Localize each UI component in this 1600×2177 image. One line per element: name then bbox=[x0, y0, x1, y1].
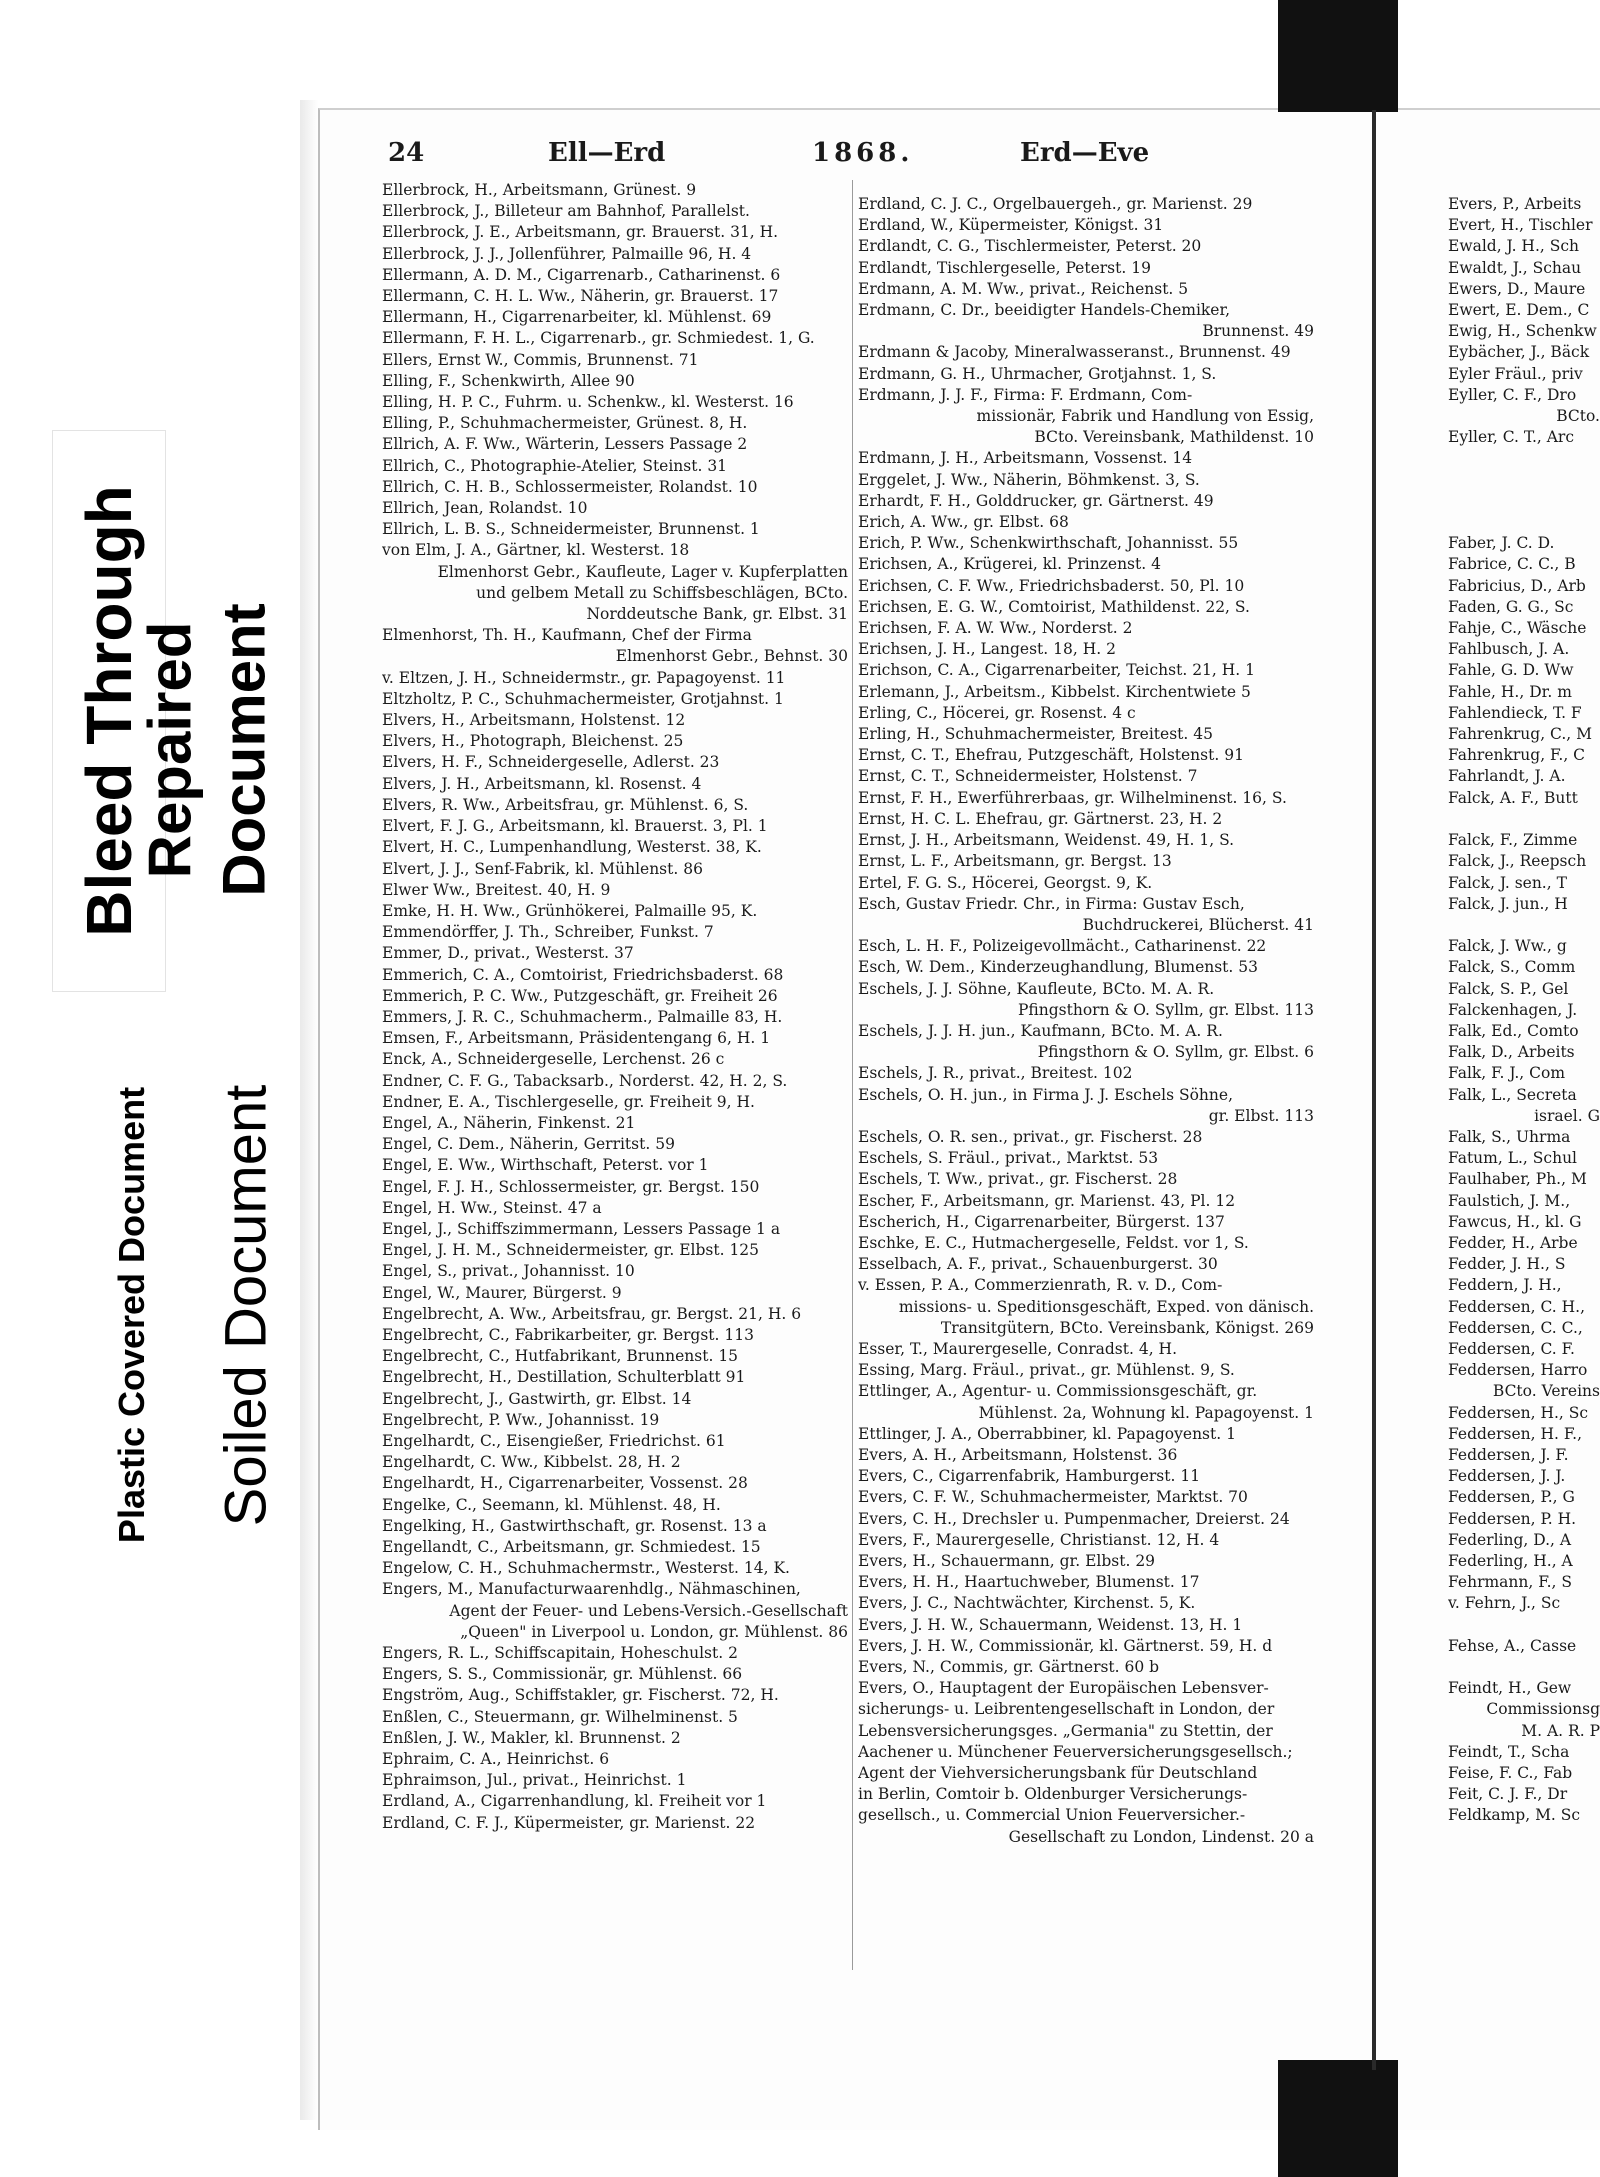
directory-entry-line: Ellerbrock, J. J., Jollenführer, Palmaille 96, H. 4 bbox=[382, 244, 752, 263]
directory-entry-line: Evers, J. H. W., Commissionär, kl. Gärtnerst. 59, H. d bbox=[858, 1636, 1273, 1655]
directory-column-middle bbox=[858, 194, 1314, 1848]
directory-entry-line: Engelhardt, C. Ww., Kibbelst. 28, H. 2 bbox=[382, 1453, 681, 1472]
directory-entry-line: Ephraim, C. A., Heinrichst. 6 bbox=[382, 1750, 610, 1769]
directory-entry-line: Ernst, C. T., Ehefrau, Putzgeschäft, Holstenst. 91 bbox=[858, 746, 1244, 765]
directory-entry-line: von Elm, J. A., Gärtner, kl. Westerst. 18 bbox=[382, 541, 690, 560]
directory-entry-line: Fedder, J. H., S bbox=[1448, 1255, 1566, 1274]
directory-entry-line: Feindt, H., Gew bbox=[1448, 1679, 1572, 1698]
directory-entry-line: Pfingsthorn & O. Syllm, gr. Elbst. 113 bbox=[1017, 1000, 1314, 1019]
directory-entry-line: Engström, Aug., Schiffstakler, gr. Fischerst. 72, H. bbox=[382, 1686, 779, 1705]
directory-entry-line: israel. G bbox=[1534, 1106, 1600, 1125]
directory-entry-line: Falck, J. sen., T bbox=[1448, 873, 1567, 892]
directory-entry-line: Gesellschaft zu London, Lindenst. 20 a bbox=[1008, 1827, 1314, 1846]
page-number: 24 bbox=[388, 138, 425, 168]
directory-entry-line: Engelhardt, C., Eisengießer, Friedrichst. 61 bbox=[382, 1431, 726, 1450]
directory-entry-line: Engelbrecht, A. Ww., Arbeitsfrau, gr. Bergst. 21, H. 6 bbox=[382, 1304, 802, 1323]
directory-entry-line: Ertel, F. G. S., Höcerei, Georgst. 9, K. bbox=[858, 873, 1153, 892]
directory-entry-line bbox=[1448, 512, 1600, 533]
directory-entry-line: Fedder, H., Arbe bbox=[1448, 1233, 1578, 1252]
directory-entry-line: Ettlinger, A., Agentur- u. Commissionsgeschäft, gr. bbox=[858, 1382, 1258, 1401]
directory-entry-line: Ewert, E. Dem., C bbox=[1448, 301, 1590, 320]
directory-entry-line: Feddersen, C. F. bbox=[1448, 1339, 1575, 1358]
directory-entry-line: Ettlinger, J. A., Oberrabbiner, kl. Papagoyenst. 1 bbox=[858, 1424, 1236, 1443]
directory-entry-line: Fehse, A., Casse bbox=[1448, 1636, 1577, 1655]
directory-entry-line: Feddersen, J. F. bbox=[1448, 1445, 1569, 1464]
directory-entry-line: Erdmann, A. M. Ww., privat., Reichenst. 5 bbox=[858, 279, 1189, 298]
directory-entry-line: Falk, Ed., Comto bbox=[1448, 1021, 1579, 1040]
directory-entry-line: Falk, L., Secreta bbox=[1448, 1085, 1577, 1104]
directory-entry-line: Feindt, T., Scha bbox=[1448, 1742, 1570, 1761]
directory-entry-line: Erdland, C. F. J., Küpermeister, gr. Marienst. 22 bbox=[382, 1813, 756, 1832]
directory-entry-line: Ellermann, F. H. L., Cigarrenarb., gr. Schmiedest. 1, G. bbox=[382, 329, 815, 348]
directory-entry-line: Erichsen, E. G. W., Comtoirist, Mathildenst. 22, S. bbox=[858, 597, 1250, 616]
directory-entry-line: Engel, S., privat., Johannisst. 10 bbox=[382, 1262, 635, 1281]
directory-entry-line: Faulhaber, Ph., M bbox=[1448, 1170, 1587, 1189]
directory-entry-line: Ernst, J. H., Arbeitsmann, Weidenst. 49, H. 1, S. bbox=[858, 831, 1235, 850]
directory-entry-line: Endner, E. A., Tischlergeselle, gr. Freiheit 9, H. bbox=[382, 1092, 755, 1111]
directory-entry-line: Feddersen, H. F., bbox=[1448, 1424, 1583, 1443]
year-heading: 1868. bbox=[812, 138, 914, 168]
directory-entry-line: Eschels, T. Ww., privat., gr. Fischerst. 28 bbox=[858, 1170, 1178, 1189]
directory-entry-line: Engel, F. J. H., Schlossermeister, gr. Bergst. 150 bbox=[382, 1177, 760, 1196]
directory-entry-line: Evers, C., Cigarrenfabrik, Hamburgerst. 11 bbox=[858, 1467, 1201, 1486]
directory-entry-line: Commissionsg bbox=[1486, 1700, 1600, 1719]
scanner-bar-bottom bbox=[1278, 2060, 1398, 2177]
directory-entry-line: Feise, F. C., Fab bbox=[1448, 1764, 1573, 1783]
directory-entry-line: Mühlenst. 2a, Wohnung kl. Papagoyenst. 1 bbox=[978, 1403, 1314, 1422]
directory-entry-line: Evers, C. F. W., Schuhmachermeister, Marktst. 70 bbox=[858, 1488, 1248, 1507]
directory-entry-line: Evers, O., Hauptagent der Europäischen Lebensver- bbox=[858, 1679, 1269, 1698]
directory-entry-line: Fahlendieck, T. F bbox=[1448, 703, 1582, 722]
directory-entry-line: Enßlen, J. W., Makler, kl. Brunnenst. 2 bbox=[382, 1728, 681, 1747]
directory-entry-line: v. Fehrn, J., Sc bbox=[1448, 1594, 1561, 1613]
directory-entry-line: Ellrich, Jean, Rolandst. 10 bbox=[382, 499, 588, 518]
directory-entry-line: Ewald, J. H., Sch bbox=[1448, 237, 1580, 256]
directory-entry-line: Feddersen, P., G bbox=[1448, 1488, 1575, 1507]
directory-entry-line: gr. Elbst. 113 bbox=[1208, 1106, 1314, 1125]
directory-entry-line: Elvers, H., Photograph, Bleichenst. 25 bbox=[382, 732, 684, 751]
page-header bbox=[380, 138, 1320, 178]
directory-entry-line: Ellrich, C., Photographie-Atelier, Steinst. 31 bbox=[382, 456, 728, 475]
directory-entry-line: Evers, H., Schauermann, gr. Elbst. 29 bbox=[858, 1552, 1156, 1570]
directory-entry-line bbox=[1448, 915, 1600, 936]
directory-entry-line: Norddeutsche Bank, gr. Elbst. 31 bbox=[586, 605, 848, 624]
directory-entry-line: Engel, J. H. M., Schneidermeister, gr. Elbst. 125 bbox=[382, 1241, 760, 1260]
directory-entry-line: Erhardt, F. H., Golddrucker, gr. Gärtnerst. 49 bbox=[858, 491, 1214, 510]
directory-entry-line: Engel, E. Ww., Wirthschaft, Peterst. vor 1 bbox=[382, 1156, 709, 1175]
directory-entry-line: Falck, S. P., Gel bbox=[1448, 979, 1569, 998]
directory-entry-line: Fahje, C., Wäsche bbox=[1448, 619, 1587, 638]
directory-entry-line: Falk, F. J., Com bbox=[1448, 1064, 1566, 1083]
directory-entry-line: Escherich, H., Cigarrenarbeiter, Bürgerst. 137 bbox=[858, 1212, 1225, 1231]
directory-entry-line: Faber, J. C. D. bbox=[1448, 534, 1555, 553]
directory-entry-line: Ewaldt, J., Schau bbox=[1448, 258, 1582, 277]
directory-entry-line: Engelke, C., Seemann, kl. Mühlenst. 48, H. bbox=[382, 1495, 721, 1514]
directory-entry-line: Erdmann, G. H., Uhrmacher, Grotjahnst. 1, S. bbox=[858, 364, 1217, 383]
directory-entry-line: Feldkamp, M. Sc bbox=[1448, 1806, 1581, 1825]
directory-entry-line: Engelbrecht, C., Fabrikarbeiter, gr. Bergst. 113 bbox=[382, 1325, 754, 1344]
directory-entry-line: v. Essen, P. A., Commerzienrath, R. v. D., Com- bbox=[858, 1276, 1223, 1295]
directory-column-left bbox=[382, 180, 848, 1834]
directory-entry-line: Elling, F., Schenkwirth, Allee 90 bbox=[382, 371, 635, 390]
directory-entry-line bbox=[1448, 1657, 1600, 1678]
right-range-heading: Erd—Eve bbox=[1020, 138, 1150, 168]
directory-entry-line: Falck, J., Reepsch bbox=[1448, 852, 1587, 871]
directory-entry-line: Erling, H., Schuhmachermeister, Breitest. 45 bbox=[858, 725, 1213, 744]
directory-entry-line: Eybächer, J., Bäck bbox=[1448, 343, 1590, 362]
directory-entry-line: Ellermann, H., Cigarrenarbeiter, kl. Mühlenst. 69 bbox=[382, 308, 772, 327]
directory-entry-line: Ellerbrock, H., Arbeitsmann, Grünest. 9 bbox=[382, 181, 697, 199]
directory-entry-line bbox=[1448, 448, 1600, 469]
directory-column-right-partial bbox=[1448, 194, 1600, 1827]
directory-entry-line: Elling, P., Schuhmachermeister, Grünest. 8, H. bbox=[382, 414, 748, 433]
directory-entry-line: Emmers, J. R. C., Schuhmacherm., Palmaille 83, H. bbox=[382, 1007, 783, 1026]
directory-entry-line: Elmenhorst Gebr., Behnst. 30 bbox=[615, 647, 848, 666]
label-bleed-through-text: Bleed Through bbox=[73, 485, 145, 937]
directory-entry-line: Federling, H., A bbox=[1448, 1552, 1573, 1570]
directory-entry-line: Elvert, J. J., Senf-Fabrik, kl. Mühlenst. 86 bbox=[382, 859, 703, 878]
directory-entry-line: Ellrich, L. B. S., Schneidermeister, Brunnenst. 1 bbox=[382, 520, 760, 539]
directory-entry-line: missions- u. Speditionsgeschäft, Exped. von dänisch. bbox=[898, 1297, 1314, 1316]
directory-entry-line: Agent der Feuer- und Lebens-Versich.-Gesellschaft bbox=[449, 1601, 848, 1620]
directory-entry-line: Falck, S., Comm bbox=[1448, 958, 1576, 977]
directory-entry-line: Erich, P. Ww., Schenkwirthschaft, Johannisst. 55 bbox=[858, 534, 1239, 553]
directory-entry-line: Engelhardt, H., Cigarrenarbeiter, Vossenst. 28 bbox=[382, 1474, 748, 1493]
directory-entry-line: Eschels, S. Fräul., privat., Marktst. 53 bbox=[858, 1149, 1159, 1168]
directory-entry-line: BCto. Vereins bbox=[1492, 1382, 1600, 1401]
directory-entry-line: Feddersen, C. H., bbox=[1448, 1297, 1586, 1316]
directory-entry-line: Engelbrecht, J., Gastwirth, gr. Elbst. 14 bbox=[382, 1389, 692, 1408]
directory-entry-line: Federling, D., A bbox=[1448, 1530, 1572, 1549]
directory-entry-line bbox=[1448, 1615, 1600, 1636]
label-repaired-document bbox=[128, 540, 288, 960]
directory-entry-line: Eltzholtz, P. C., Schuhmachermeister, Grotjahnst. 1 bbox=[382, 689, 784, 708]
directory-entry-line: Fawcus, H., kl. G bbox=[1448, 1212, 1582, 1231]
directory-entry-line: Fehrmann, F., S bbox=[1448, 1573, 1572, 1592]
directory-entry-line: Evers, A. H., Arbeitsmann, Holstenst. 36 bbox=[858, 1445, 1178, 1464]
directory-entry-line: Fatum, L., Schul bbox=[1448, 1149, 1578, 1168]
directory-entry-line: Eschels, J. J. H. jun., Kaufmann, BCto. M. A. R. bbox=[858, 1021, 1223, 1040]
label-plastic-covered-text: Plastic Covered Document bbox=[111, 1086, 153, 1544]
directory-entry-line: Esselbach, A. F., privat., Schauenburgerst. 30 bbox=[858, 1255, 1218, 1274]
directory-entry-line bbox=[1448, 470, 1600, 491]
directory-entry-line: Endner, C. F. G., Tabacksarb., Norderst. 42, H. 2, S. bbox=[382, 1071, 788, 1090]
directory-entry-line: Esch, L. H. F., Polizeigevollmächt., Catharinenst. 22 bbox=[858, 937, 1267, 956]
column-divider bbox=[852, 180, 853, 1970]
directory-entry-line: Esch, Gustav Friedr. Chr., in Firma: Gustav Esch, bbox=[858, 894, 1245, 913]
directory-entry-line: Elvers, H. F., Schneidergeselle, Adlerst. 23 bbox=[382, 753, 720, 772]
directory-entry-line: Evers, J. H. W., Schauermann, Weidenst. 13, H. 1 bbox=[858, 1615, 1243, 1634]
directory-entry-line: Emmer, D., privat., Westerst. 37 bbox=[382, 944, 634, 963]
directory-entry-line: Erdland, A., Cigarrenhandlung, kl. Freiheit vor 1 bbox=[382, 1792, 767, 1811]
directory-entry-line: Erichsen, C. F. Ww., Friedrichsbaderst. 50, Pl. 10 bbox=[858, 576, 1245, 595]
book-gutter-line bbox=[1372, 110, 1376, 2070]
directory-entry-line: Ellerbrock, J. E., Arbeitsmann, gr. Brauerst. 31, H. bbox=[382, 223, 779, 242]
directory-entry-line: Engelbrecht, H., Destillation, Schulterblatt 91 bbox=[382, 1368, 746, 1387]
directory-entry-line: Eyller, C. T., Arc bbox=[1448, 428, 1575, 447]
directory-entry-line: Faulstich, J. M., bbox=[1448, 1191, 1571, 1210]
directory-entry-line: Ellers, Ernst W., Commis, Brunnenst. 71 bbox=[382, 350, 699, 369]
directory-entry-line: Feddern, J. H., bbox=[1448, 1276, 1562, 1295]
directory-entry-line: Eschels, O. H. jun., in Firma J. J. Eschels Söhne, bbox=[858, 1085, 1233, 1104]
directory-entry-line: Erichson, C. A., Cigarrenarbeiter, Teichst. 21, H. 1 bbox=[858, 661, 1255, 680]
label-repaired-document-text: Repaired Document bbox=[137, 603, 278, 897]
label-soiled-document-text: Soiled Document bbox=[213, 1084, 279, 1526]
directory-entry-line: Engel, C. Dem., Näherin, Gerritst. 59 bbox=[382, 1135, 675, 1154]
directory-entry-line: Eschels, J. J. Söhne, Kaufleute, BCto. M. A. R. bbox=[858, 979, 1215, 998]
directory-entry-line: Evers, J. C., Nachtwächter, Kirchenst. 5, K. bbox=[858, 1594, 1196, 1613]
directory-entry-line: Elling, H. P. C., Fuhrm. u. Schenkw., kl. Westerst. 16 bbox=[382, 393, 794, 412]
directory-entry-line: Erdmann, J. J. F., Firma: F. Erdmann, Com- bbox=[858, 385, 1193, 404]
directory-entry-line: Fahrenkrug, F., C bbox=[1448, 746, 1586, 765]
directory-entry-line: v. Eltzen, J. H., Schneidermstr., gr. Papagoyenst. 11 bbox=[382, 668, 786, 687]
directory-entry-line: Essing, Marg. Fräul., privat., gr. Mühlenst. 9, S. bbox=[858, 1361, 1235, 1380]
directory-entry-line: Ellermann, A. D. M., Cigarrenarb., Catharinenst. 6 bbox=[382, 265, 781, 284]
directory-entry-line: Erichsen, F. A. W. Ww., Norderst. 2 bbox=[858, 619, 1133, 638]
directory-entry-line: Evers, H. H., Haartuchweber, Blumenst. 17 bbox=[858, 1573, 1200, 1592]
directory-entry-line: Ewig, H., Schenkw bbox=[1448, 322, 1597, 341]
directory-entry-line: Ellerbrock, J., Billeteur am Bahnhof, Parallelst. bbox=[382, 202, 750, 221]
label-plastic-covered bbox=[96, 1010, 168, 1620]
directory-entry-line: Faden, G. G., Sc bbox=[1448, 597, 1574, 616]
directory-entry-line: Ernst, H. C. L. Ehefrau, gr. Gärtnerst. 23, H. 2 bbox=[858, 809, 1223, 828]
directory-entry-line: Erdland, W., Küpermeister, Königst. 31 bbox=[858, 216, 1164, 235]
directory-entry-line: Engelbrecht, C., Hutfabrikant, Brunnenst. 15 bbox=[382, 1347, 739, 1366]
directory-entry-line: Engellandt, C., Arbeitsmann, gr. Schmiedest. 15 bbox=[382, 1538, 761, 1556]
directory-entry-line: Elmenhorst, Th. H., Kaufmann, Chef der Firma bbox=[382, 626, 752, 645]
directory-entry-line: Evert, H., Tischler bbox=[1448, 216, 1593, 235]
directory-entry-line: Engelbrecht, P. Ww., Johannisst. 19 bbox=[382, 1410, 660, 1429]
directory-entry-line: Eschels, J. R., privat., Breitest. 102 bbox=[858, 1064, 1133, 1083]
directory-entry-line bbox=[1448, 491, 1600, 512]
directory-entry-line: Erggelet, J. Ww., Näherin, Böhmkenst. 3, S. bbox=[858, 470, 1200, 489]
directory-entry-line: Transitgütern, BCto. Vereinsbank, Königst. 269 bbox=[940, 1318, 1314, 1337]
directory-entry-line: Lebensversicherungsges. „Germania" zu Stettin, der bbox=[858, 1721, 1273, 1740]
directory-entry-line: Evers, C. H., Drechsler u. Pumpenmacher, Dreierst. 24 bbox=[858, 1509, 1290, 1528]
directory-entry-line: Falk, D., Arbeits bbox=[1448, 1043, 1575, 1062]
directory-entry-line: Aachener u. Münchener Feuerversicherungsgesellsch.; bbox=[858, 1742, 1293, 1761]
directory-entry-line: BCto. Vereinsbank, Mathildenst. 10 bbox=[1034, 428, 1314, 447]
directory-entry-line: Emmendörffer, J. Th., Schreiber, Funkst. 7 bbox=[382, 923, 714, 942]
directory-entry-line: in Berlin, Comtoir b. Oldenburger Versicherungs- bbox=[858, 1785, 1248, 1804]
directory-entry-line: Eschke, E. C., Hutmachergeselle, Feldst. vor 1, S. bbox=[858, 1233, 1249, 1252]
directory-entry-line: Erling, C., Höcerei, gr. Rosenst. 4 c bbox=[858, 703, 1136, 722]
directory-entry-line: Buchdruckerei, Blücherst. 41 bbox=[1082, 915, 1314, 934]
directory-entry-line: Ephraimson, Jul., privat., Heinrichst. 1 bbox=[382, 1771, 687, 1790]
directory-entry-line: Ellrich, C. H. B., Schlossermeister, Rolandst. 10 bbox=[382, 477, 758, 496]
directory-entry-line: Ewers, D., Maure bbox=[1448, 279, 1586, 298]
directory-entry-line: Erdlandt, C. G., Tischlermeister, Peterst. 20 bbox=[858, 237, 1202, 256]
directory-entry-line: Elvers, R. Ww., Arbeitsfrau, gr. Mühlenst. 6, S. bbox=[382, 795, 749, 814]
directory-entry-line: Fabricius, D., Arb bbox=[1448, 576, 1586, 595]
directory-entry-line: Feit, C. J. F., Dr bbox=[1448, 1785, 1568, 1804]
directory-entry-line: Feddersen, C. C., bbox=[1448, 1318, 1583, 1337]
directory-entry-line: Falck, A. F., Butt bbox=[1448, 788, 1578, 807]
directory-entry-line: Falck, F., Zimme bbox=[1448, 831, 1578, 850]
directory-entry-line: sicherungs- u. Leibrentengesellschaft in London, der bbox=[858, 1700, 1275, 1719]
directory-entry-line: Engel, J., Schiffszimmermann, Lessers Passage 1 a bbox=[382, 1219, 781, 1238]
left-range-heading: Ell—Erd bbox=[548, 138, 666, 168]
directory-entry-line: Elvers, H., Arbeitsmann, Holstenst. 12 bbox=[382, 711, 686, 730]
directory-entry-line: Emsen, F., Arbeitsmann, Präsidentengang 6, H. 1 bbox=[382, 1029, 771, 1048]
directory-entry-line: Erlemann, J., Arbeitsm., Kibbelst. Kirchentwiete 5 bbox=[858, 682, 1251, 701]
directory-entry-line: Feddersen, P. H. bbox=[1448, 1509, 1577, 1528]
directory-entry-line: Erichsen, A., Krügerei, kl. Prinzenst. 4 bbox=[858, 555, 1161, 574]
directory-entry-line: Elvers, J. H., Arbeitsmann, kl. Rosenst. 4 bbox=[382, 774, 702, 793]
directory-entry-line: Emke, H. H. Ww., Grünhökerei, Palmaille 95, K. bbox=[382, 901, 758, 920]
directory-entry-line: Elwer Ww., Breitest. 40, H. 9 bbox=[382, 880, 611, 899]
directory-entry-line: Engelow, C. H., Schuhmachermstr., Westerst. 14, K. bbox=[382, 1559, 790, 1578]
directory-entry-line: Falck, J. Ww., g bbox=[1448, 937, 1567, 956]
directory-entry-line: Falk, S., Uhrma bbox=[1448, 1127, 1571, 1146]
directory-entry-line: „Queen" in Liverpool u. London, gr. Mühlenst. 86 bbox=[460, 1622, 848, 1641]
directory-entry-line: Elvert, F. J. G., Arbeitsmann, kl. Brauerst. 3, Pl. 1 bbox=[382, 817, 768, 836]
directory-entry-line: Fahlbusch, J. A. bbox=[1448, 640, 1570, 659]
directory-entry-line: Erdmann & Jacoby, Mineralwasseranst., Brunnenst. 49 bbox=[858, 343, 1291, 362]
directory-entry-line: Ernst, F. H., Ewerführerbaas, gr. Wilhelminenst. 16, S. bbox=[858, 788, 1287, 807]
directory-entry-line: Feddersen, Harro bbox=[1448, 1361, 1588, 1380]
directory-entry-line: Erdland, C. J. C., Orgelbauergeh., gr. Marienst. 29 bbox=[858, 195, 1253, 213]
directory-entry-line: Feddersen, J. J. bbox=[1448, 1467, 1566, 1486]
directory-entry-line: Eyller, C. F., Dro bbox=[1448, 385, 1577, 404]
directory-entry-line: Evers, P., Arbeits bbox=[1448, 195, 1582, 213]
scanner-bar-top bbox=[1278, 0, 1398, 112]
directory-entry-line: Esch, W. Dem., Kinderzeughandlung, Blumenst. 53 bbox=[858, 958, 1258, 977]
directory-entry-line: Engel, A., Näherin, Finkenst. 21 bbox=[382, 1113, 636, 1132]
directory-entry-line: Brunnenst. 49 bbox=[1202, 322, 1314, 341]
directory-entry-line: Emmerich, C. A., Comtoirist, Friedrichsbaderst. 68 bbox=[382, 965, 784, 984]
directory-entry-line: Engel, W., Maurer, Bürgerst. 9 bbox=[382, 1283, 622, 1302]
directory-entry-line: Falckenhagen, J. bbox=[1448, 1000, 1578, 1019]
directory-entry-line: Emmerich, P. C. Ww., Putzgeschäft, gr. Freiheit 26 bbox=[382, 986, 778, 1005]
directory-entry-line: Falck, J. jun., H bbox=[1448, 894, 1568, 913]
directory-entry-line: Fahrenkrug, C., M bbox=[1448, 725, 1593, 744]
directory-entry-line: missionär, Fabrik und Handlung von Essig, bbox=[976, 407, 1314, 426]
directory-entry-line: Engelking, H., Gastwirthschaft, gr. Rosenst. 13 a bbox=[382, 1516, 767, 1535]
directory-entry-line: Engel, H. Ww., Steinst. 47 a bbox=[382, 1198, 602, 1217]
directory-entry-line: Erich, A. Ww., gr. Elbst. 68 bbox=[858, 513, 1069, 532]
directory-entry-line: Ellrich, A. F. Ww., Wärterin, Lessers Passage 2 bbox=[382, 435, 748, 454]
directory-entry-line: Engers, M., Manufacturwaarenhdlg., Nähmaschinen, bbox=[382, 1580, 801, 1599]
directory-entry-line: Evers, N., Commis, gr. Gärtnerst. 60 b bbox=[858, 1658, 1160, 1677]
directory-entry-line bbox=[1448, 809, 1600, 830]
directory-entry-line: Evers, F., Maurergeselle, Christianst. 12, H. 4 bbox=[858, 1530, 1220, 1549]
directory-entry-line: Agent der Viehversicherungsbank für Deutschland bbox=[858, 1764, 1258, 1783]
directory-entry-line: Escher, F., Arbeitsmann, gr. Marienst. 43, Pl. 12 bbox=[858, 1191, 1236, 1210]
directory-entry-line: Engers, R. L., Schiffscapitain, Hoheschulst. 2 bbox=[382, 1644, 738, 1663]
directory-entry-line: und gelbem Metall zu Schiffsbeschlägen, BCto. bbox=[476, 583, 848, 602]
directory-entry-line: Enßlen, C., Steuermann, gr. Wilhelminenst. 5 bbox=[382, 1707, 738, 1726]
directory-entry-line: M. A. R. P bbox=[1521, 1721, 1600, 1740]
directory-entry-line: Erdlandt, Tischlergeselle, Peterst. 19 bbox=[858, 258, 1151, 277]
directory-entry-line: Erichsen, J. H., Langest. 18, H. 2 bbox=[858, 640, 1116, 659]
directory-entry-line: Esser, T., Maurergeselle, Conradst. 4, H. bbox=[858, 1339, 1177, 1358]
label-soiled-document bbox=[196, 1010, 296, 1600]
directory-entry-line: gesellsch., u. Commercial Union Feuerversicher.- bbox=[858, 1806, 1246, 1825]
directory-entry-line: Eyler Fräul., priv bbox=[1448, 364, 1583, 383]
directory-entry-line: Eschels, O. R. sen., privat., gr. Fischerst. 28 bbox=[858, 1127, 1203, 1146]
directory-entry-line: Elvert, H. C., Lumpenhandlung, Westerst. 38, K. bbox=[382, 838, 762, 857]
directory-entry-line: Fahle, H., Dr. m bbox=[1448, 682, 1572, 701]
directory-entry-line: Fabrice, C. C., B bbox=[1448, 555, 1576, 574]
directory-entry-line: Ellermann, C. H. L. Ww., Näherin, gr. Brauerst. 17 bbox=[382, 287, 779, 306]
directory-entry-line: Fahle, G. D. Ww bbox=[1448, 661, 1574, 680]
directory-entry-line: Engers, S. S., Commissionär, gr. Mühlenst. 66 bbox=[382, 1665, 743, 1684]
book-spine-shadow bbox=[300, 100, 318, 2120]
directory-entry-line: BCto. bbox=[1556, 407, 1600, 426]
directory-entry-line: Erdmann, C. Dr., beeidigter Handels-Chemiker, bbox=[858, 301, 1231, 320]
directory-entry-line: Ernst, C. T., Schneidermeister, Holstenst. 7 bbox=[858, 767, 1198, 786]
directory-entry-line: Erdmann, J. H., Arbeitsmann, Vossenst. 14 bbox=[858, 449, 1193, 468]
directory-entry-line: Feddersen, H., Sc bbox=[1448, 1403, 1589, 1422]
directory-entry-line: Fahrlandt, J. A. bbox=[1448, 767, 1566, 786]
directory-entry-line: Elmenhorst Gebr., Kaufleute, Lager v. Kupferplatten bbox=[437, 562, 848, 581]
directory-entry-line: Pfingsthorn & O. Syllm, gr. Elbst. 6 bbox=[1037, 1043, 1314, 1062]
directory-entry-line: Ernst, L. F., Arbeitsmann, gr. Bergst. 13 bbox=[858, 852, 1172, 871]
directory-entry-line: Enck, A., Schneidergeselle, Lerchenst. 26 c bbox=[382, 1050, 725, 1069]
